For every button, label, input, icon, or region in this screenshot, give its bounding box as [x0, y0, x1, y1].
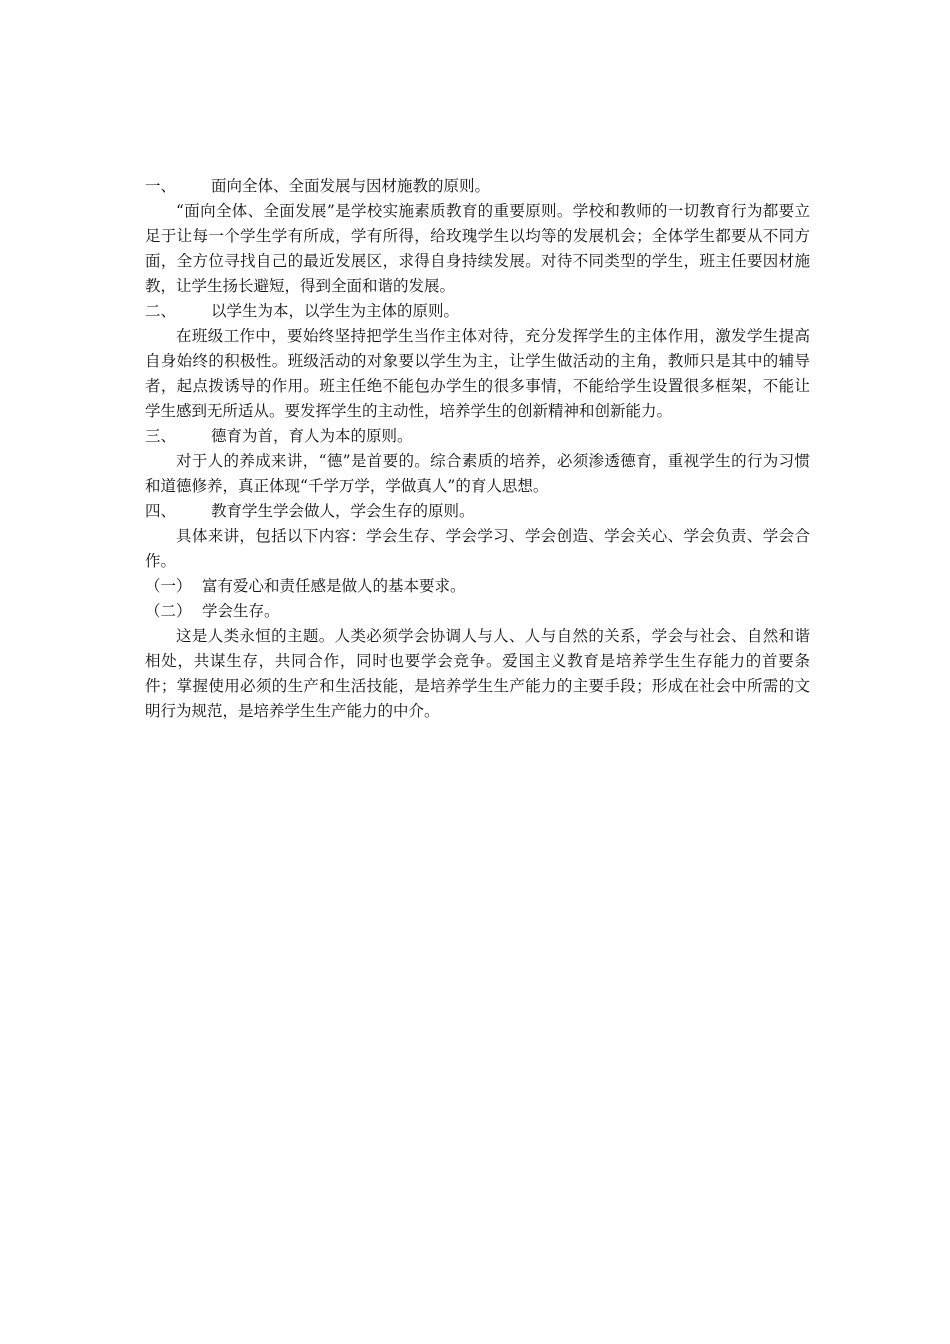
subsection-number: （二） — [145, 602, 192, 620]
section-number: 三、 — [145, 427, 177, 445]
subsection-title: 富有爱心和责任感是做人的基本要求。 — [202, 577, 466, 595]
section-paragraph-2: 在班级工作中，要始终坚持把学生当作主体对待，充分发挥学生的主体作用，激发学生提高自身始终的积极性。班级活动的对象要以学生为主，让学生做活动的主角，教师只是其中的辅导者，起点拨诱导的作用。班主任绝不能包办学生的很多事情，不能给学生设置很多框架，不能让学生感到无所适从。要发挥学生的主动性，培养学生的创新精神和创新能力。 — [145, 327, 810, 420]
section-paragraph-4: 具体来讲，包括以下内容：学会生存、学会学习、学会创造、学会关心、学会负责、学会合作。 — [145, 527, 810, 570]
section-number: 一、 — [145, 177, 177, 195]
section-heading-1 — [145, 174, 810, 199]
section-heading-3 — [145, 424, 810, 449]
section-number: 二、 — [145, 302, 177, 320]
subsection-number: （一） — [145, 577, 192, 595]
subsection-title: 学会生存。 — [202, 602, 280, 620]
section-number: 四、 — [145, 502, 177, 520]
section-title: 德育为首，育人为本的原则。 — [211, 427, 413, 445]
subsection-paragraph-2: 这是人类永恒的主题。人类必须学会协调人与人、人与自然的关系，学会与社会、自然和谐相处，共谋生存，共同合作，同时也要学会竞争。爱国主义教育是培养学生生存能力的首要条件；掌握使用必须的生产和生活技能，是培养学生生产能力的主要手段；形成在社会中所需的文明行为规范，是培养学生生产能力的中介。 — [145, 627, 810, 720]
section-title: 以学生为本，以学生为主体的原则。 — [211, 302, 460, 320]
section-title: 面向全体、全面发展与因材施教的原则。 — [211, 177, 491, 195]
section-paragraph-1: “面向全体、全面发展”是学校实施素质教育的重要原则。学校和教师的一切教育行为都要立足于让每一个学生学有所成，学有所得，给玫瑰学生以均等的发展机会；全体学生都要从不同方面，全方位寻找自己的最近发展区，求得自身持续发展。对待不同类型的学生，班主任要因材施教，让学生扬长避短，得到全面和谐的发展。 — [145, 202, 810, 295]
subsection-heading-1 — [145, 574, 810, 599]
section-heading-4 — [145, 499, 810, 524]
section-paragraph-3: 对于人的养成来讲，“德”是首要的。综合素质的培养，必须渗透德育，重视学生的行为习惯和道德修养，真正体现“千学万学，学做真人”的育人思想。 — [145, 452, 810, 495]
section-heading-2 — [145, 299, 810, 324]
subsection-heading-2 — [145, 599, 810, 624]
document-body — [145, 174, 810, 724]
section-title: 教育学生学会做人，学会生存的原则。 — [211, 502, 475, 520]
